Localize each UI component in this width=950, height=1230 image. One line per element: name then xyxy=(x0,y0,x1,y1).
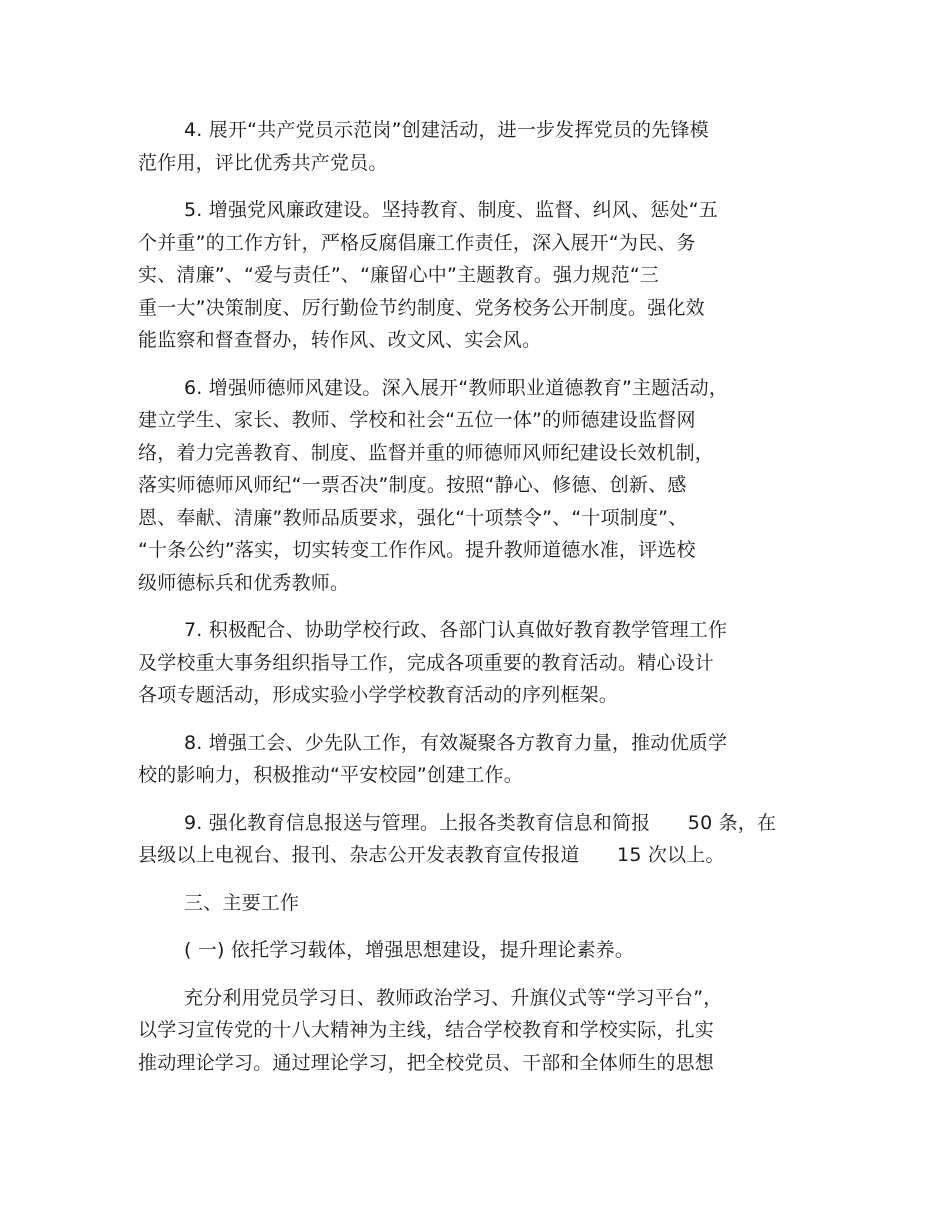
body-line-3: 推动理论学习。通过理论学习，把全校党员、干部和全体师生的思想 xyxy=(138,1052,715,1074)
item-6-line-3: 络，着力完善教育、制度、监督并重的师德师风师纪建设长效机制， xyxy=(138,442,715,464)
item-6-line-4: 落实师德师风师纪“一票否决”制度。按照“静心、修德、创新、感 xyxy=(138,474,687,496)
body-line-2: 以学习宣传党的十八大精神为主线，结合学校教育和学校实际，扎实 xyxy=(138,1019,715,1041)
item-7-line-2: 及学校重大事务组织指导工作，完成各项重要的教育活动。精心设计 xyxy=(138,652,715,674)
item-6-line-5: 恩、奉献、清廉”教师品质要求，强化“十项禁令”、“十项制度”、 xyxy=(138,507,688,529)
item-8-line-1: 8. 增强工会、少先队工作，有效凝聚各方教育力量，推动优质学 xyxy=(184,732,728,754)
item-5-line-4: 重一大”决策制度、厉行勤俭节约制度、党务校务公开制度。强化效 xyxy=(138,297,705,319)
item-5-line-5: 能监察和督查督办，转作风、改文风、实会风。 xyxy=(138,329,542,351)
item-6-line-7: 级师德标兵和优秀教师。 xyxy=(138,572,350,594)
item-5-line-2: 个并重”的工作方针，严格反腐倡廉工作责任，深入展开“为民、务 xyxy=(138,232,696,254)
item-6-line-1: 6. 增强师德师风建设。深入展开“教师职业道德教育”主题活动， xyxy=(184,377,729,399)
item-9-line-2: 县级以上电视台、报刊、杂志公开发表教育宣传报道 15 次以上。 xyxy=(138,844,725,866)
body-line-1: 充分利用党员学习日、教师政治学习、升旗仪式等“学习平台”， xyxy=(184,987,723,1009)
item-7-line-1: 7. 积极配合、协助学校行政、各部门认真做好教育教学管理工作 xyxy=(184,619,728,641)
item-5-line-3: 实、清廉”、“爱与责任”、“廉留心中”主题教育。强力规范“三 xyxy=(138,264,660,286)
item-8-line-2: 校的影响力，积极推动“平安校园”创建工作。 xyxy=(138,764,523,786)
item-4-line-2: 范作用，评比优秀共产党员。 xyxy=(138,152,388,174)
section-heading: 三、主要工作 xyxy=(184,892,300,914)
item-6-line-2: 建立学生、家长、教师、学校和社会“五位一体”的师德建设监督网 xyxy=(138,409,696,431)
item-5-line-1: 5. 增强党风廉政建设。坚持教育、制度、监督、纠风、惩处“五 xyxy=(184,199,719,221)
item-9-line-1: 9. 强化教育信息报送与管理。上报各类教育信息和简报 50 条，在 xyxy=(184,812,777,834)
item-6-line-6: “十条公约”落实，切实转变工作作风。提升教师道德水准，评选校 xyxy=(138,539,696,561)
subsection-heading: ( 一) 依托学习载体，增强思想建设，提升理论素养。 xyxy=(184,939,635,961)
item-4-line-1: 4. 展开“共产党员示范岗”创建活动，进一步发挥党员的先锋模 xyxy=(184,119,709,141)
item-7-line-3: 各项专题活动，形成实验小学学校教育活动的序列框架。 xyxy=(138,684,619,706)
